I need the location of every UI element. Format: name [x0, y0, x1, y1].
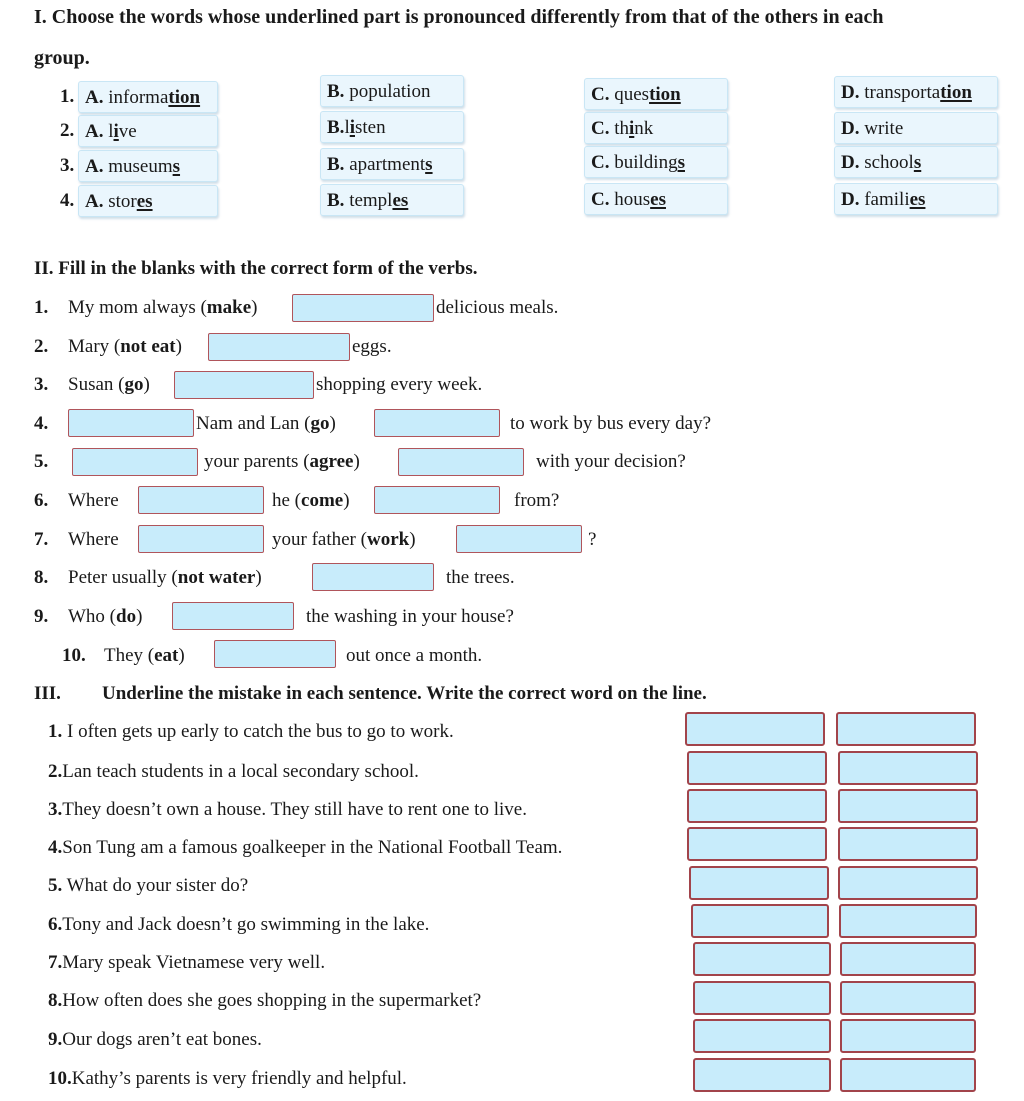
fill-1-prompt: My mom always (make): [68, 297, 258, 318]
q2-option-c: C. think: [584, 112, 728, 144]
section-3-title: Underline the mistake in each sentence. Write the correct word on the line.: [102, 683, 707, 704]
q1-option-a: A. information: [78, 81, 218, 113]
error-2-correction-box[interactable]: [838, 751, 978, 785]
error-8: 8.How often does she goes shopping in the supermarket?: [48, 990, 482, 1011]
q2-number: 2.: [60, 120, 75, 141]
fill-4-blank-1[interactable]: [68, 409, 194, 437]
error-6-correction-box[interactable]: [839, 904, 977, 938]
section-1-title: I. Choose the words whose underlined part is pronounced differently from that of the others in each: [34, 6, 884, 28]
fill-4-rest: to work by bus every day?: [510, 413, 712, 434]
q3-option-d: D. schools: [834, 146, 998, 178]
error-9-mistake-box[interactable]: [693, 1019, 831, 1053]
error-4: 4.Son Tung am a famous goalkeeper in the National Football Team.: [48, 837, 563, 858]
fill-7-blank-1[interactable]: [138, 525, 264, 553]
error-5-mistake-box[interactable]: [689, 866, 829, 900]
q4-option-d: D. families: [834, 183, 998, 215]
fill-6-blank-2[interactable]: [374, 486, 500, 514]
q2-option-d: D. write: [834, 112, 998, 144]
error-9: 9.Our dogs aren’t eat bones.: [48, 1029, 262, 1050]
q3-option-a: A. museums: [78, 150, 218, 182]
fill-10-number: 10.: [62, 645, 86, 666]
fill-2-number: 2.: [34, 336, 49, 357]
error-4-mistake-box[interactable]: [687, 827, 827, 861]
fill-1-blank[interactable]: [292, 294, 434, 322]
fill-5-blank-2[interactable]: [398, 448, 524, 476]
fill-9-number: 9.: [34, 606, 49, 627]
fill-8-prompt: Peter usually (not water): [68, 567, 262, 588]
error-9-correction-box[interactable]: [840, 1019, 976, 1053]
error-2: 2.Lan teach students in a local secondary school.: [48, 761, 419, 782]
fill-8-rest: the trees.: [446, 567, 515, 588]
fill-10-rest: out once a month.: [346, 645, 483, 666]
error-10-correction-box[interactable]: [840, 1058, 976, 1092]
error-5: 5. What do your sister do?: [48, 875, 249, 896]
fill-6-prompt: he (come): [272, 490, 350, 511]
fill-3-blank[interactable]: [174, 371, 314, 399]
fill-9-prompt: Who (do): [68, 606, 143, 627]
error-5-correction-box[interactable]: [838, 866, 978, 900]
q3-number: 3.: [60, 155, 75, 176]
q3-option-b: B. apartments: [320, 148, 464, 180]
fill-2-blank[interactable]: [208, 333, 350, 361]
error-7: 7.Mary speak Vietnamese very well.: [48, 952, 326, 973]
fill-5-prompt: your parents (agree): [204, 451, 360, 472]
fill-9-blank[interactable]: [172, 602, 294, 630]
fill-1-number: 1.: [34, 297, 49, 318]
fill-4-prompt: Nam and Lan (go): [196, 413, 336, 434]
q2-option-b: B.listen: [320, 111, 464, 143]
q1-option-c: C. question: [584, 78, 728, 110]
fill-9-rest: the washing in your house?: [306, 606, 514, 627]
fill-10-prompt: They (eat): [104, 645, 185, 666]
error-3-correction-box[interactable]: [838, 789, 978, 823]
error-6-mistake-box[interactable]: [691, 904, 829, 938]
q1-option-b: B. population: [320, 75, 464, 107]
section-2-title: II. Fill in the blanks with the correct form of the verbs.: [34, 258, 478, 279]
fill-3-rest: shopping every week.: [316, 374, 483, 395]
fill-4-number: 4.: [34, 413, 49, 434]
error-10: 10.Kathy’s parents is very friendly and helpful.: [48, 1068, 407, 1089]
error-1-mistake-box[interactable]: [685, 712, 825, 746]
q4-option-b: B. temples: [320, 184, 464, 216]
fill-6-rest: from?: [514, 490, 560, 511]
error-7-correction-box[interactable]: [840, 942, 976, 976]
section-1-title-cont: group.: [34, 47, 90, 69]
error-4-correction-box[interactable]: [838, 827, 978, 861]
error-10-mistake-box[interactable]: [693, 1058, 831, 1092]
q1-option-d: D. transportation: [834, 76, 998, 108]
q4-option-a: A. stores: [78, 185, 218, 217]
fill-2-prompt: Mary (not eat): [68, 336, 182, 357]
error-1-correction-box[interactable]: [836, 712, 976, 746]
q2-option-a: A. live: [78, 115, 218, 147]
fill-3-number: 3.: [34, 374, 49, 395]
fill-5-rest: with your decision?: [536, 451, 686, 472]
q4-number: 4.: [60, 190, 75, 211]
error-3: 3.They doesn’t own a house. They still have to rent one to live.: [48, 799, 527, 820]
fill-6-where: Where: [68, 490, 119, 511]
fill-5-blank-1[interactable]: [72, 448, 198, 476]
fill-6-number: 6.: [34, 490, 49, 511]
fill-3-prompt: Susan (go): [68, 374, 150, 395]
fill-7-where: Where: [68, 529, 119, 550]
error-7-mistake-box[interactable]: [693, 942, 831, 976]
fill-7-rest: ?: [588, 529, 597, 550]
fill-7-prompt: your father (work): [272, 529, 416, 550]
fill-1-rest: delicious meals.: [436, 297, 559, 318]
fill-4-blank-2[interactable]: [374, 409, 500, 437]
q3-option-c: C. buildings: [584, 146, 728, 178]
fill-10-blank[interactable]: [214, 640, 336, 668]
fill-7-blank-2[interactable]: [456, 525, 582, 553]
q4-option-c: C. houses: [584, 183, 728, 215]
fill-6-blank-1[interactable]: [138, 486, 264, 514]
error-2-mistake-box[interactable]: [687, 751, 827, 785]
fill-5-number: 5.: [34, 451, 49, 472]
error-1: 1. I often gets up early to catch the bus to go to work.: [48, 721, 454, 742]
fill-2-rest: eggs.: [352, 336, 392, 357]
error-8-mistake-box[interactable]: [693, 981, 831, 1015]
error-3-mistake-box[interactable]: [687, 789, 827, 823]
q1-number: 1.: [60, 86, 75, 107]
error-8-correction-box[interactable]: [840, 981, 976, 1015]
fill-8-blank[interactable]: [312, 563, 434, 591]
fill-8-number: 8.: [34, 567, 49, 588]
section-3-number: III.: [34, 683, 61, 704]
fill-7-number: 7.: [34, 529, 49, 550]
error-6: 6.Tony and Jack doesn’t go swimming in the lake.: [48, 914, 430, 935]
